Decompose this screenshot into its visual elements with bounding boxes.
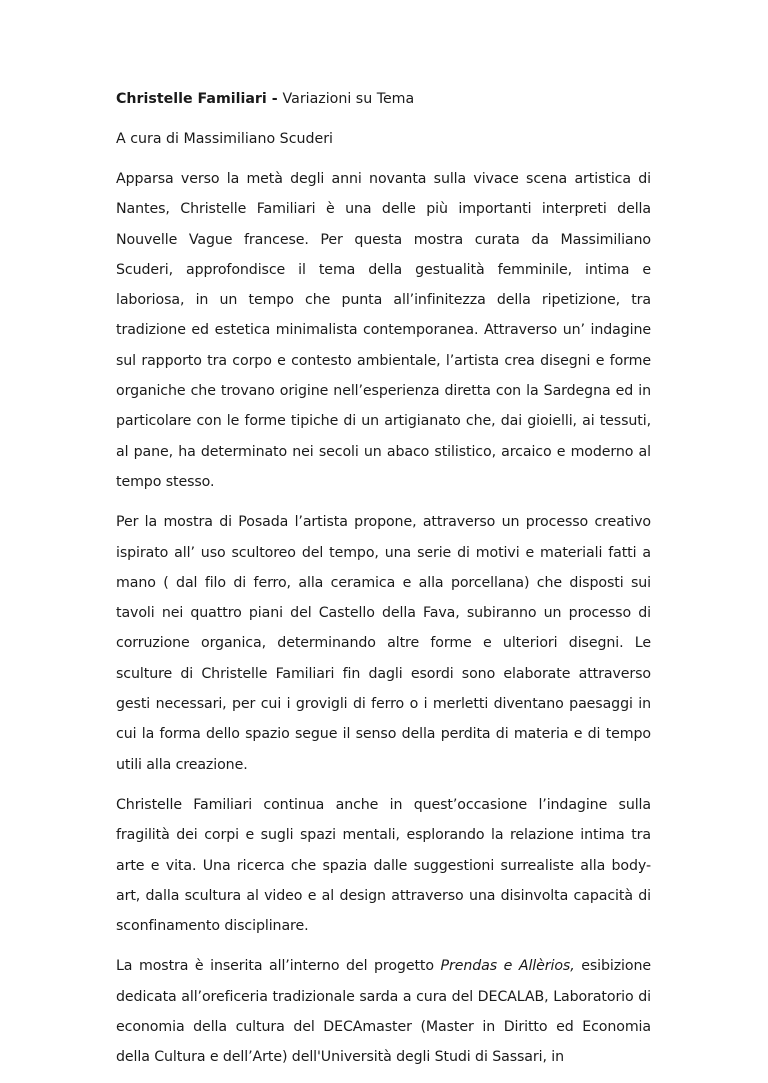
title-separator: - <box>266 91 283 107</box>
paragraph-project <box>116 951 651 1072</box>
paragraph-intro: Apparsa verso la metà degli anni novanta sulla vivace scena artistica di Nantes, Christelle Familiari è una delle più importanti interpreti della Nouvelle Vague francese. Per questa mostra curata da Massimiliano Scuderi, approfondisce il tema della gestualità femminile, intima e laboriosa, in un tempo che punta all’infinitezza della ripetizione, tra tradizione ed estetica minimalista contemporanea. Attraverso un’ indagine sul rapporto tra corpo e contesto ambientale, l’artista crea disegni e forme organiche che trovano origine nell’esperienza diretta con la Sardegna ed in particolare con le forme tipiche di un artigianato che, dai gioielli, ai tessuti, al pane, ha determinato nei secoli un abaco stilistico, arcaico e moderno al tempo stesso. <box>116 171 651 490</box>
exhibition-title: Variazioni su Tema <box>282 91 415 107</box>
artist-name: Christelle Familiari <box>116 91 267 107</box>
project-name: Prendas e Allèrios, <box>440 958 575 975</box>
document-page <box>116 84 651 1083</box>
paragraph-posada: Per la mostra di Posada l’artista propone, attraverso un processo creativo ispirato all’ uso scultoreo del tempo, una serie di motivi e materiali fatti a mano ( dal filo di ferro, alla ceramica e alla porcellana) che disposti sui tavoli nei quattro piani del Castello della Fava, subiranno un processo di corruzione organica, determinando altre forme e ulteriori disegni. Le sculture di Christelle Familiari fin dagli esordi sono elaborate attraverso gesti necessari, per cui i grovigli di ferro o i merletti diventano paesaggi in cui la forma dello spazio segue il senso della perdita di materia e di tempo utili alla creazione. <box>116 514 651 773</box>
curator-line: A cura di Massimiliano Scuderi <box>116 131 333 147</box>
document-title <box>116 84 651 114</box>
project-text-start: La mostra è inserita all’interno del progetto <box>116 958 441 975</box>
paragraph-research: Christelle Familiari continua anche in quest’occasione l’indagine sulla fragilità dei corpi e sugli spazi mentali, esplorando la relazione intima tra arte e vita. Una ricerca che spazia dalle suggestioni surrealiste alla body-art, dalla scultura al video e al design attraverso una disinvolta capacità di sconfinamento disciplinare. <box>116 796 651 935</box>
project-text-end: esibizione dedicata all’oreficeria tradizionale sarda a cura del DECALAB, Laboratorio di economia della cultura del DECAmaster (Master in Diritto ed Economia della Cultura e dell’Arte) dell'Università degli Studi di Sassari, in <box>116 958 651 1066</box>
